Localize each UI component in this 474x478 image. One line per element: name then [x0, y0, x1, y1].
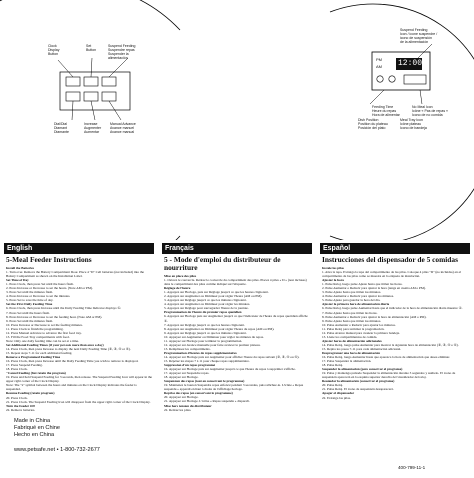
- instruction-line: Note: The "x" symbol between the hours and minutes on the Clock Display indicates the feeder is suspended.: [6, 383, 137, 392]
- column-francais: [164, 256, 310, 474]
- made-in-china: Made in China: [14, 418, 51, 424]
- instruction-line: 16. Press Clock, then press Increase until the Daily Feeding Time you wish to remove is displayed.: [6, 359, 139, 364]
- instruction-line: 20. Press Clock.: [6, 395, 28, 400]
- callout-manual-advance: Manual Advance Avance manuel Avance manual: [110, 122, 136, 135]
- instruction-line: 1. Turn over. Remove the Battery Compartment Door. Place 4 "D" Cell batteries (not included) into the Battery Compartment as shown on the Installation Label.: [6, 270, 145, 279]
- instruction-line: 16. Pulse Reloj, luego Aumentar hasta que aparezca la hora de alimentación que desea eliminar.: [322, 355, 451, 360]
- instruction-line: 5. Appuyez sur Réglage pour sauvegarder l'heure de la journée.: [164, 306, 249, 311]
- section-heading: Apagar el dispensador: [322, 391, 355, 396]
- instruction-line: 11. Appuyez sur Horloge pour terminer la programmation.: [164, 338, 243, 343]
- instruction-line: 13. Fill the Food Tray compartments with food.: [6, 334, 70, 339]
- instruction-line: 19. Pulse y mantenga pulsado Suspender la alimentación durante 3 segundos y suéltelo. El icono de suspensión aparecerá en la esquina superior derecha del visualizador del reloj.: [322, 371, 456, 380]
- section-heading: Ajustar la hora: [322, 278, 344, 283]
- section-heading: Reanudar la alimentación (conservar el programa): [322, 379, 395, 384]
- instruction-line: 7. Pulse Ajuste hasta que titilen las horas.: [322, 310, 378, 315]
- section-heading: Mise en place des piles: [164, 274, 197, 278]
- instruction-line: 10. Press Increase or Decrease to set the feeding minutes.: [6, 322, 83, 327]
- section-heading: Suspender la alimentación (pero conservar el programa): [322, 367, 403, 372]
- instruction-line: 6. Appuyez sur Horloge puis sur Augmenter jusqu'à ce que l'indicateur de l'heure du repas quotidien affiche ①.: [164, 314, 308, 323]
- callout-clock: Clock Display Button: [48, 44, 60, 57]
- instruction-line: 1. Appuyez sur Horloge, puis sur Réglage jusqu'à ce que les heures clignotent.: [164, 290, 269, 295]
- instruction-line: 13. Remplissez les compartiments.: [164, 346, 211, 351]
- manufacturer-block: [14, 418, 60, 439]
- instruction-line: 4. Pulse Aumentar o Reducir para ajustar los minutos.: [322, 294, 395, 299]
- instruction-line: 22. Extraiga las pilas.: [322, 395, 351, 400]
- panel-buttons-icon: [66, 77, 116, 101]
- instruction-line: 3. Pulse Ajuste hasta que titilen los minutos.: [322, 290, 382, 295]
- callout-suspend-icon: Suspend Feeding Icon / icone suspendre / icono de suspensión de la alimentación: [400, 28, 438, 45]
- instruction-line: 4. Appuyez sur Augmenter ou Diminuer pour régler les minutes.: [164, 302, 251, 307]
- instruction-line: 9. Pulse Ajuste hasta que titilen los minutos.: [322, 318, 382, 323]
- instructions-body: [322, 266, 468, 400]
- instruction-line: 5. Press Set to save the time of day.: [6, 298, 54, 303]
- section-heading: Reprise des repas (en conservant le programme): [164, 391, 233, 396]
- instruction-line: 13. Llene los compartimentos de comida.: [322, 334, 378, 339]
- instruction-line: 8. Appuyez sur Augmenter ou Diminuer pour régler l'heure du repas (AM ou PM).: [164, 326, 275, 331]
- instruction-line: 14. Pulse Reloj, luego pulse Aumentar para mostrar la siguiente hora de alimentación (②, ③, ④ o ⑤).: [322, 342, 459, 347]
- section-heading: Remove a Programmed Feeding Time: [6, 355, 61, 360]
- instruction-line: 16. Appuyez sur Horloge puis sur Augmenter jusqu'à ce que l'heure du repas à supprimer s'affiche.: [164, 367, 296, 372]
- instruction-line: 15. Répétez les étapes 7 à 11 pour chaque repas supplémentaire.: [164, 358, 250, 363]
- instruction-line: 20. Appuyez sur Horloge.: [164, 395, 199, 400]
- instruction-line: 19. Maintenez le bouton Suspendre repas enfoncé pendant 3 secondes, puis relâchez-le. L'icône « Repas suspendu » apparaît en haut à droite de l'affichage horloge.: [164, 383, 304, 392]
- instruction-line: 17. Pulse Suspender la alimentación.: [322, 359, 372, 364]
- instruction-line: 22. Remove batteries.: [6, 407, 36, 412]
- instruction-line: 1. Ouvrez le couvercle. Retirez le couvercle du compartiment des piles. Placez 4 piles « D » (non incluses) dans le compartiment des piles comme indiqué sur l'étiquette.: [164, 278, 307, 287]
- instructions-title: 5 - Mode d'emploi du distributeur de nourriture: [164, 256, 281, 272]
- instruction-line: 5. Pulse Ajuste para guardar la hora del día.: [322, 298, 381, 303]
- section-heading: Suspension des repas (tout en conservant le programme): [164, 379, 245, 384]
- section-heading: Install the Batteries: [6, 266, 35, 270]
- instruction-line: 1. Pulse Reloj, luego pulse Ajuste hasta que titilen las horas.: [322, 282, 403, 287]
- instruction-line: 7. Press Set until the hours flash.: [6, 310, 50, 315]
- instruction-line: 8. Press Increase or Decrease to set the feeding hour. (Note AM or PM).: [6, 314, 103, 319]
- section-heading: Programmation de l'heure du premier repas quotidien: [164, 310, 242, 315]
- document-number: 400-799-11-1: [398, 465, 426, 470]
- instruction-line: 18. Pulse Reloj.: [322, 363, 344, 368]
- instruction-line: 15. Repita los pasos 7-11 para cada alimentación adicional.: [322, 346, 402, 351]
- instruction-line: 22. Retirez les piles.: [164, 407, 192, 412]
- callout-meal-tray: Meal Tray Icon Icône plateau Icono de bandeja: [400, 118, 427, 131]
- section-heading: Resume Feeding (retain program): [6, 391, 55, 396]
- section-heading: Set Additional Feeding Times (if your pet eats more than once a day): [6, 342, 104, 347]
- instruction-line: 2. Pulse Aumentar o Reducir para ajustar la hora (tenga en cuenta AM o PM).: [322, 286, 426, 291]
- section-heading: Set Time of Day: [6, 278, 29, 283]
- instruction-line: 6. Press Clock, then press Increase until the Daily Feeding Time Indicator displays ①.: [6, 306, 122, 311]
- fabrique-en-chine: Fabriqué en Chine: [14, 425, 61, 431]
- instruction-line: 8. Pulse Aumentar o Reducir para ajustar la hora de alimentación (AM o PM).: [322, 314, 427, 319]
- section-heading: Ajustar la primera hora de alimentación diaria: [322, 302, 390, 307]
- instruction-line: 14. Appuyez sur Horloge puis sur Augmenter pour afficher l'heure du repas suivant (②, ③, ④ ou ⑤).: [164, 354, 300, 359]
- section-heading: Suppression d'un repas programmé: [164, 363, 216, 368]
- instruction-line: 20. Pulse Reloj.: [322, 383, 344, 388]
- instruction-line: 14. Press Clock, then press Increase to display the next Daily Feeding Time (②, ③, ④ or ⑤).: [6, 346, 131, 351]
- instruction-line: 17. Press Suspend Feeding.: [6, 363, 43, 368]
- section-heading: Set the First Daily Feeding Time: [6, 302, 53, 307]
- instruction-line: 18. Press Clock.: [6, 367, 28, 372]
- instruction-line: 1. Press Clock, then press Set until the hours flash.: [6, 282, 74, 287]
- lcd-clock-text: 12:00: [398, 59, 423, 68]
- instruction-line: 3. Press Set until the minutes flash.: [6, 290, 53, 295]
- column-espanol: [322, 256, 468, 462]
- instruction-line: 21. Press Clock. The Suspend Feeding Icon will disappear from the upper right corner of the Clock Display.: [6, 399, 151, 404]
- instruction-line: 11. Press Clock to finish the programming.: [6, 326, 64, 331]
- instructions-body: [164, 274, 310, 412]
- column-english: [6, 256, 152, 414]
- instruction-line: 15. Repeat steps 7-11 for each additional feeding.: [6, 350, 73, 355]
- footer-contact: www.petsafe.net • 1-800-732-2677: [14, 447, 100, 453]
- section-heading: Instale las pilas: [322, 266, 344, 270]
- instruction-line: 19. Press and hold Suspend Feeding for 3 seconds, then release. The Suspend Feeding Icon will appear in the upper right corner of the Clock Display.: [6, 375, 152, 384]
- callout-suspend: Suspend Feeding Suspendre repas Suspender la alimentación: [108, 44, 136, 61]
- instruction-line: 4. Press Increase or Decrease to set the minutes.: [6, 294, 71, 299]
- instruction-line: 10. Appuyez sur Augmenter ou Diminuer pour régler les minutes du repas.: [164, 334, 264, 339]
- pm-label: PM: [376, 57, 382, 62]
- instruction-line: 12. Pulse Avance manual para avanzar la primera bandeja.: [322, 330, 400, 335]
- instruction-line: 12. Press Manual Advance to advance the first food tray.: [6, 330, 82, 335]
- instructions-body: [6, 266, 152, 412]
- instruction-line: 2. Press Increase or Decrease to set the hours. (Note AM or PM).: [6, 286, 93, 291]
- instruction-line: 2. Appuyez sur Augmenter ou Diminuer pour régler l'heure (AM ou PM).: [164, 294, 263, 299]
- instruction-line: 12. Appuyez sur Avance manuelle pour faire avancer le premier plateau.: [164, 342, 261, 347]
- section-heading: "Cancel Feeding (but retain the program): [6, 371, 66, 376]
- lang-bar-english: English: [4, 243, 154, 254]
- callout-no-meal: No Meal Icon Icône « Pas de repas » Icono de no comida: [412, 105, 448, 118]
- hecho-en-china: Hecho en China: [14, 432, 55, 438]
- section-heading: Programmation d'heures de repas supplémentaires: [164, 350, 237, 355]
- instruction-line: 9. Appuyez sur Réglage jusqu'à ce que les minutes clignotent.: [164, 330, 247, 335]
- lang-bar-francais: Français: [162, 243, 312, 254]
- section-heading: Ajustar horas de alimentación adicionales: [322, 338, 382, 343]
- section-heading: Desprogramar una hora de alimentación: [322, 350, 381, 355]
- instruction-line: Note: Only one daily feeding time can be set at a time.: [6, 338, 79, 343]
- callout-feeding-time: Feeding Time Heure du repas Hora de alimentar: [372, 105, 400, 118]
- instruction-line: 7. Appuyez sur Réglage jusqu'à ce que les heures clignotent.: [164, 322, 245, 327]
- am-label: AM: [376, 64, 382, 69]
- instruction-line: 17. Appuyez sur Suspendre repas.: [164, 371, 210, 376]
- callout-dial: Dial/Dial Diamant Diamante: [54, 122, 69, 135]
- instruction-line: 10. Pulse Aumentar o Reducir para ajustar los minutos.: [322, 322, 396, 327]
- instruction-line: 9. Press Set until the minutes flash.: [6, 318, 53, 323]
- instructions-title: 5-Meal Feeder Instructions: [6, 256, 92, 264]
- section-heading: Turn the Feeder Off: [6, 403, 35, 408]
- section-heading: Réglage de l'heure: [164, 286, 191, 291]
- callout-increase: Increase Augmenter Aumentar: [84, 122, 102, 135]
- callout-set: Set Button: [86, 44, 97, 53]
- instruction-line: 3. Appuyez sur Réglage jusqu'à ce que les minutes clignotent.: [164, 298, 247, 303]
- lang-bar-espanol: Español: [320, 243, 470, 254]
- instruction-line: 21. Appuyez sur Horloge. L'icône « Repas suspendu » disparaît.: [164, 399, 250, 404]
- instruction-line: 21. Pulse Reloj. El icono de suspensión desaparecerá.: [322, 387, 394, 392]
- callout-dish-position: Dish Position Position du plateau Posición del plato: [358, 118, 388, 131]
- section-heading: Mise hors tension du distributeur: [164, 403, 212, 408]
- instructions-title: Instrucciones del dispensador de 5 comidas: [322, 256, 458, 264]
- instruction-line: 6. Pulse Reloj, luego pulse Aumentar hasta que el indicador de la hora de alimentación diaria muestre ①.: [322, 306, 463, 311]
- instruction-line: 11. Pulse Reloj para terminar la programación.: [322, 326, 385, 331]
- instruction-line: 18. Appuyez sur Horloge.: [164, 375, 199, 380]
- instruction-line: 1. Abra la tapa. Extraiga la tapa del compartimento de las pilas. Coloque 4 pilas "D" (no incluidas) en el compartimento de las pilas como se muestra en la etiqueta de instalación.: [322, 270, 462, 279]
